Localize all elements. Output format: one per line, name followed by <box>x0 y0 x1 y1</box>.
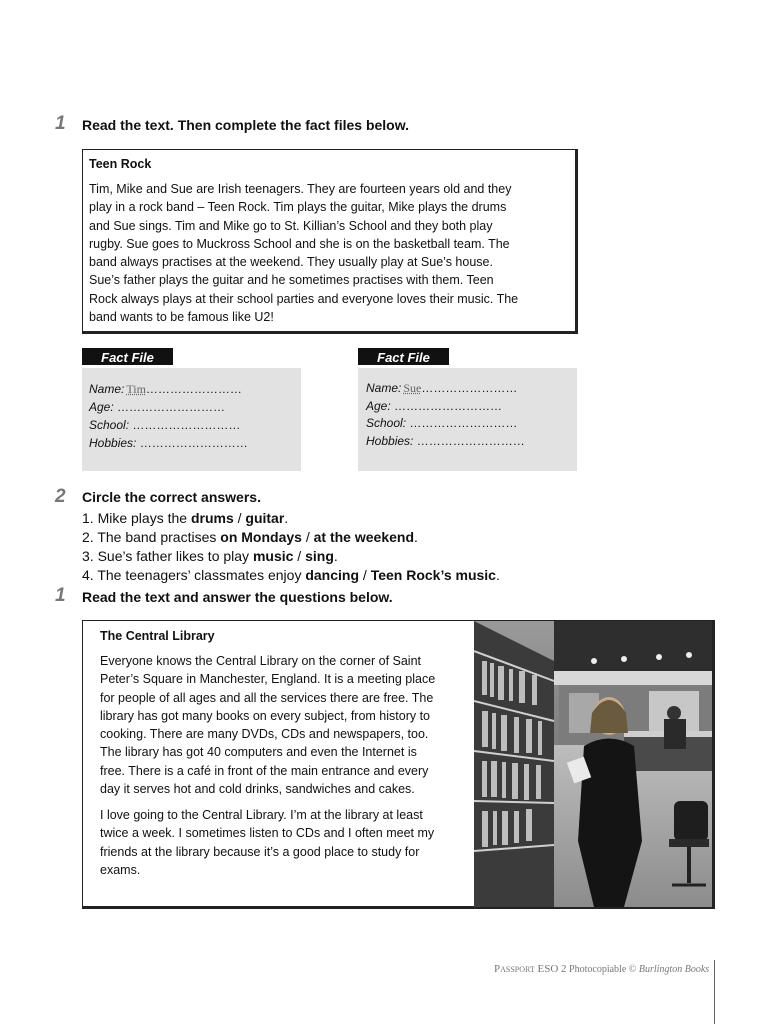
text-line: friends at the library because it’s a good place to study for <box>100 844 420 859</box>
school-label: School: <box>366 416 407 430</box>
age-field[interactable] <box>366 398 502 416</box>
central-library-text-box <box>82 620 715 909</box>
answer-option[interactable]: drums <box>190 510 234 526</box>
text-box-title: Teen Rock <box>89 157 152 171</box>
item-text: 4. The teenagers’ classmates enjoy <box>82 567 306 583</box>
dotted-line: ……………………… <box>139 436 248 450</box>
answer-option[interactable]: Teen Rock’s music <box>370 567 496 583</box>
handwritten-name: Sue <box>403 381 422 395</box>
text-line: and Sue sings. Tim and Mike go to St. Killian’s School and they both play <box>89 218 493 233</box>
age-label: Age: <box>89 400 114 414</box>
text-line: exams. <box>100 862 141 877</box>
answer-option[interactable]: guitar <box>245 510 285 526</box>
school-field[interactable] <box>366 415 517 433</box>
text-line: band always practises at the weekend. They usually play at Sue’s house. <box>89 255 493 270</box>
footer-publisher: Burlington Books <box>638 964 710 975</box>
exercise-instruction: Read the text and answer the questions below. <box>82 589 393 605</box>
exercise-number: 1 <box>55 585 66 606</box>
answer-item <box>82 547 500 566</box>
text-line: day it serves hot and cold drinks, sandwiches and cakes. <box>100 782 415 797</box>
name-field[interactable] <box>366 380 517 398</box>
footer-divider <box>714 960 715 1024</box>
answer-list <box>82 509 500 585</box>
text-line: Sue’s father plays the guitar and he sometimes practises with them. Teen <box>89 273 494 288</box>
dotted-line: ……………………… <box>132 418 241 432</box>
footer-photocopiable: Photocopiable <box>569 964 627 975</box>
page-footer <box>494 963 709 975</box>
fact-file-tab: Fact File <box>358 348 449 367</box>
item-end: . <box>414 529 418 545</box>
name-label: Name: <box>366 381 402 395</box>
item-end: . <box>333 548 338 564</box>
hobbies-field[interactable] <box>366 433 525 451</box>
teen-rock-text-box <box>82 149 578 334</box>
fact-file-tab: Fact File <box>82 348 173 367</box>
text-line: play in a rock band – Teen Rock. Tim plays the guitar, Mike plays the drums <box>89 200 507 215</box>
exercise-instruction: Read the text. Then complete the fact files below. <box>82 117 409 133</box>
age-field[interactable] <box>89 399 225 417</box>
item-text: 1. Mike plays the <box>82 510 191 526</box>
answer-option[interactable]: at the weekend <box>313 529 414 545</box>
text-line: rugby. Sue goes to Muckross School and she is on the basketball team. The <box>89 236 510 251</box>
answer-option[interactable]: sing <box>305 548 334 564</box>
answer-option[interactable]: on Mondays <box>220 529 302 545</box>
text-line: The library has got 40 computers and even the Internet is <box>100 745 417 760</box>
text-paragraph <box>89 180 569 326</box>
hobbies-field[interactable] <box>89 435 248 453</box>
fact-file-tim <box>82 368 301 471</box>
item-end: . <box>495 567 500 583</box>
dotted-line: ……………………… <box>117 400 226 414</box>
item-end: . <box>284 510 289 526</box>
exercise-number: 2 <box>55 486 66 507</box>
exercise-instruction: Circle the correct answers. <box>82 489 261 505</box>
text-line: Peter’s Square in Manchester, England. It is a meeting place <box>100 672 436 687</box>
answer-item <box>82 509 500 528</box>
dotted-line: …………………… <box>145 382 242 396</box>
text-line: library has got many books on every subject, from history to <box>100 708 431 723</box>
library-photo <box>474 621 712 907</box>
hobbies-label: Hobbies: <box>89 436 137 450</box>
text-line: Rock always plays at their school parties and everyone loves their music. The <box>89 291 519 306</box>
school-label: School: <box>89 418 130 432</box>
item-text: 2. The band practises <box>82 529 221 545</box>
school-field[interactable] <box>89 417 240 435</box>
separator: / <box>359 567 371 583</box>
hobbies-label: Hobbies: <box>366 434 414 448</box>
text-line: band wants to be famous like U2! <box>89 310 274 325</box>
separator: / <box>233 510 246 526</box>
separator: / <box>301 529 314 545</box>
exercise-number: 1 <box>55 113 66 134</box>
answer-item <box>82 566 500 585</box>
name-label: Name: <box>89 382 125 396</box>
text-line: twice a week. I sometimes listen to CDs and I often meet my <box>100 826 435 841</box>
separator: / <box>293 548 306 564</box>
text-box-title: The Central Library <box>100 629 215 643</box>
dotted-line: ……………………… <box>416 434 525 448</box>
fact-file-sue <box>358 368 577 471</box>
age-label: Age: <box>366 399 391 413</box>
text-line: I love going to the Central Library. I’m at the library at least <box>100 808 423 822</box>
answer-option[interactable]: music <box>252 548 294 564</box>
item-text: 3. Sue’s father likes to play <box>82 548 253 564</box>
text-line: free. There is a café in front of the main entrance and every <box>100 763 429 778</box>
footer-copyright: © <box>628 964 637 975</box>
text-paragraph <box>100 806 472 879</box>
footer-product: Passport ESO 2 <box>494 963 567 975</box>
text-paragraph <box>100 652 472 798</box>
dotted-line: ……………………… <box>409 416 518 430</box>
library-photo-image <box>474 621 712 907</box>
text-line: Everyone knows the Central Library on the corner of Saint <box>100 654 422 668</box>
text-line: Tim, Mike and Sue are Irish teenagers. They are fourteen years old and they <box>89 182 512 196</box>
handwritten-name: Tim <box>126 382 146 396</box>
text-line: cooking. There are many DVDs, CDs and newspapers, too. <box>100 727 429 742</box>
text-line: for people of all ages and all the services there are free. The <box>100 690 434 705</box>
answer-item <box>82 528 500 547</box>
answer-option[interactable]: dancing <box>305 567 360 583</box>
dotted-line: ……………………… <box>394 399 503 413</box>
name-field[interactable] <box>89 381 242 399</box>
dotted-line: …………………… <box>421 381 518 395</box>
